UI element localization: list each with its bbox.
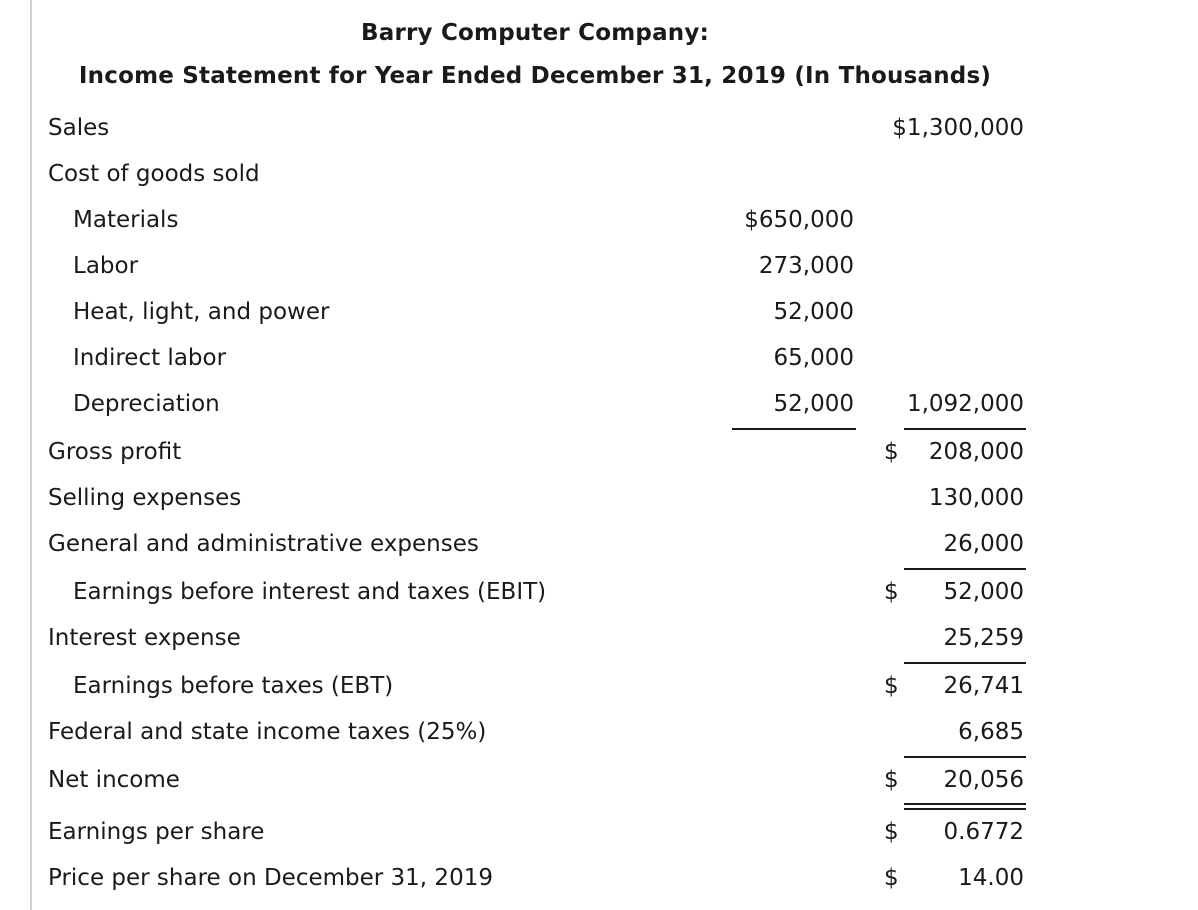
row-label: Federal and state income taxes (25%) <box>48 719 487 745</box>
row-label: Labor <box>73 253 139 279</box>
row-label: Materials <box>73 207 179 233</box>
row-ebit <box>0 579 1198 619</box>
double-rule-bottom <box>904 808 1026 810</box>
company-title: Barry Computer Company: <box>361 20 709 46</box>
subtotal-rule <box>732 428 856 430</box>
currency-symbol: $ <box>884 865 899 891</box>
total-value: 26,000 <box>943 531 1024 557</box>
amount-value: 52,000 <box>773 299 854 325</box>
subtotal-rule <box>904 428 1026 430</box>
row-net-income <box>0 767 1198 807</box>
row-materials <box>0 207 1198 247</box>
row-indirect-labor <box>0 345 1198 385</box>
row-heat-light-power <box>0 299 1198 339</box>
total-value: 52,000 <box>943 579 1024 605</box>
row-interest-expense <box>0 625 1198 665</box>
currency-symbol: $ <box>884 819 899 845</box>
row-general-administrative <box>0 531 1198 571</box>
row-label: Earnings before taxes (EBT) <box>73 673 394 699</box>
row-label: Gross profit <box>48 439 182 465</box>
row-label: Net income <box>48 767 180 793</box>
row-sales <box>0 115 1198 155</box>
row-label: Earnings per share <box>48 819 265 845</box>
row-depreciation <box>0 391 1198 431</box>
total-value: 14.00 <box>958 865 1024 891</box>
total-value: 130,000 <box>928 485 1024 511</box>
subtotal-rule <box>904 756 1026 758</box>
row-label: General and administrative expenses <box>48 531 479 557</box>
amount-value: 65,000 <box>773 345 854 371</box>
row-label: Depreciation <box>73 391 220 417</box>
statement-title: Income Statement for Year Ended December 31, 2019 (In Thousands) <box>78 63 992 89</box>
row-label: Earnings before interest and taxes (EBIT) <box>73 579 547 605</box>
amount-value: 273,000 <box>758 253 854 279</box>
row-income-taxes <box>0 719 1198 759</box>
row-label: Interest expense <box>48 625 241 651</box>
row-label: Selling expenses <box>48 485 242 511</box>
amount-value: $650,000 <box>744 207 854 233</box>
subtotal-rule <box>904 662 1026 664</box>
total-value: 20,056 <box>943 767 1024 793</box>
double-rule-top <box>904 803 1026 805</box>
currency-symbol: $ <box>884 439 899 465</box>
total-value: 26,741 <box>943 673 1024 699</box>
row-earnings-per-share <box>0 819 1198 859</box>
row-price-per-share <box>0 865 1198 905</box>
currency-symbol: $ <box>884 767 899 793</box>
currency-symbol: $ <box>884 579 899 605</box>
total-value: 25,259 <box>943 625 1024 651</box>
amount-value: 52,000 <box>773 391 854 417</box>
row-labor <box>0 253 1198 293</box>
total-value: 0.6772 <box>943 819 1024 845</box>
row-cost-of-goods-sold <box>0 161 1198 201</box>
subtotal-rule <box>904 568 1026 570</box>
row-ebt <box>0 673 1198 713</box>
currency-symbol: $ <box>884 673 899 699</box>
row-gross-profit <box>0 439 1198 479</box>
row-label: Cost of goods sold <box>48 161 260 187</box>
total-value: 1,092,000 <box>906 391 1024 417</box>
row-selling-expenses <box>0 485 1198 525</box>
total-value: 6,685 <box>958 719 1024 745</box>
row-label: Price per share on December 31, 2019 <box>48 865 493 891</box>
row-label: Sales <box>48 115 110 141</box>
row-label: Heat, light, and power <box>73 299 330 325</box>
total-value: $1,300,000 <box>892 115 1024 141</box>
total-value: 208,000 <box>928 439 1024 465</box>
row-label: Indirect labor <box>73 345 227 371</box>
